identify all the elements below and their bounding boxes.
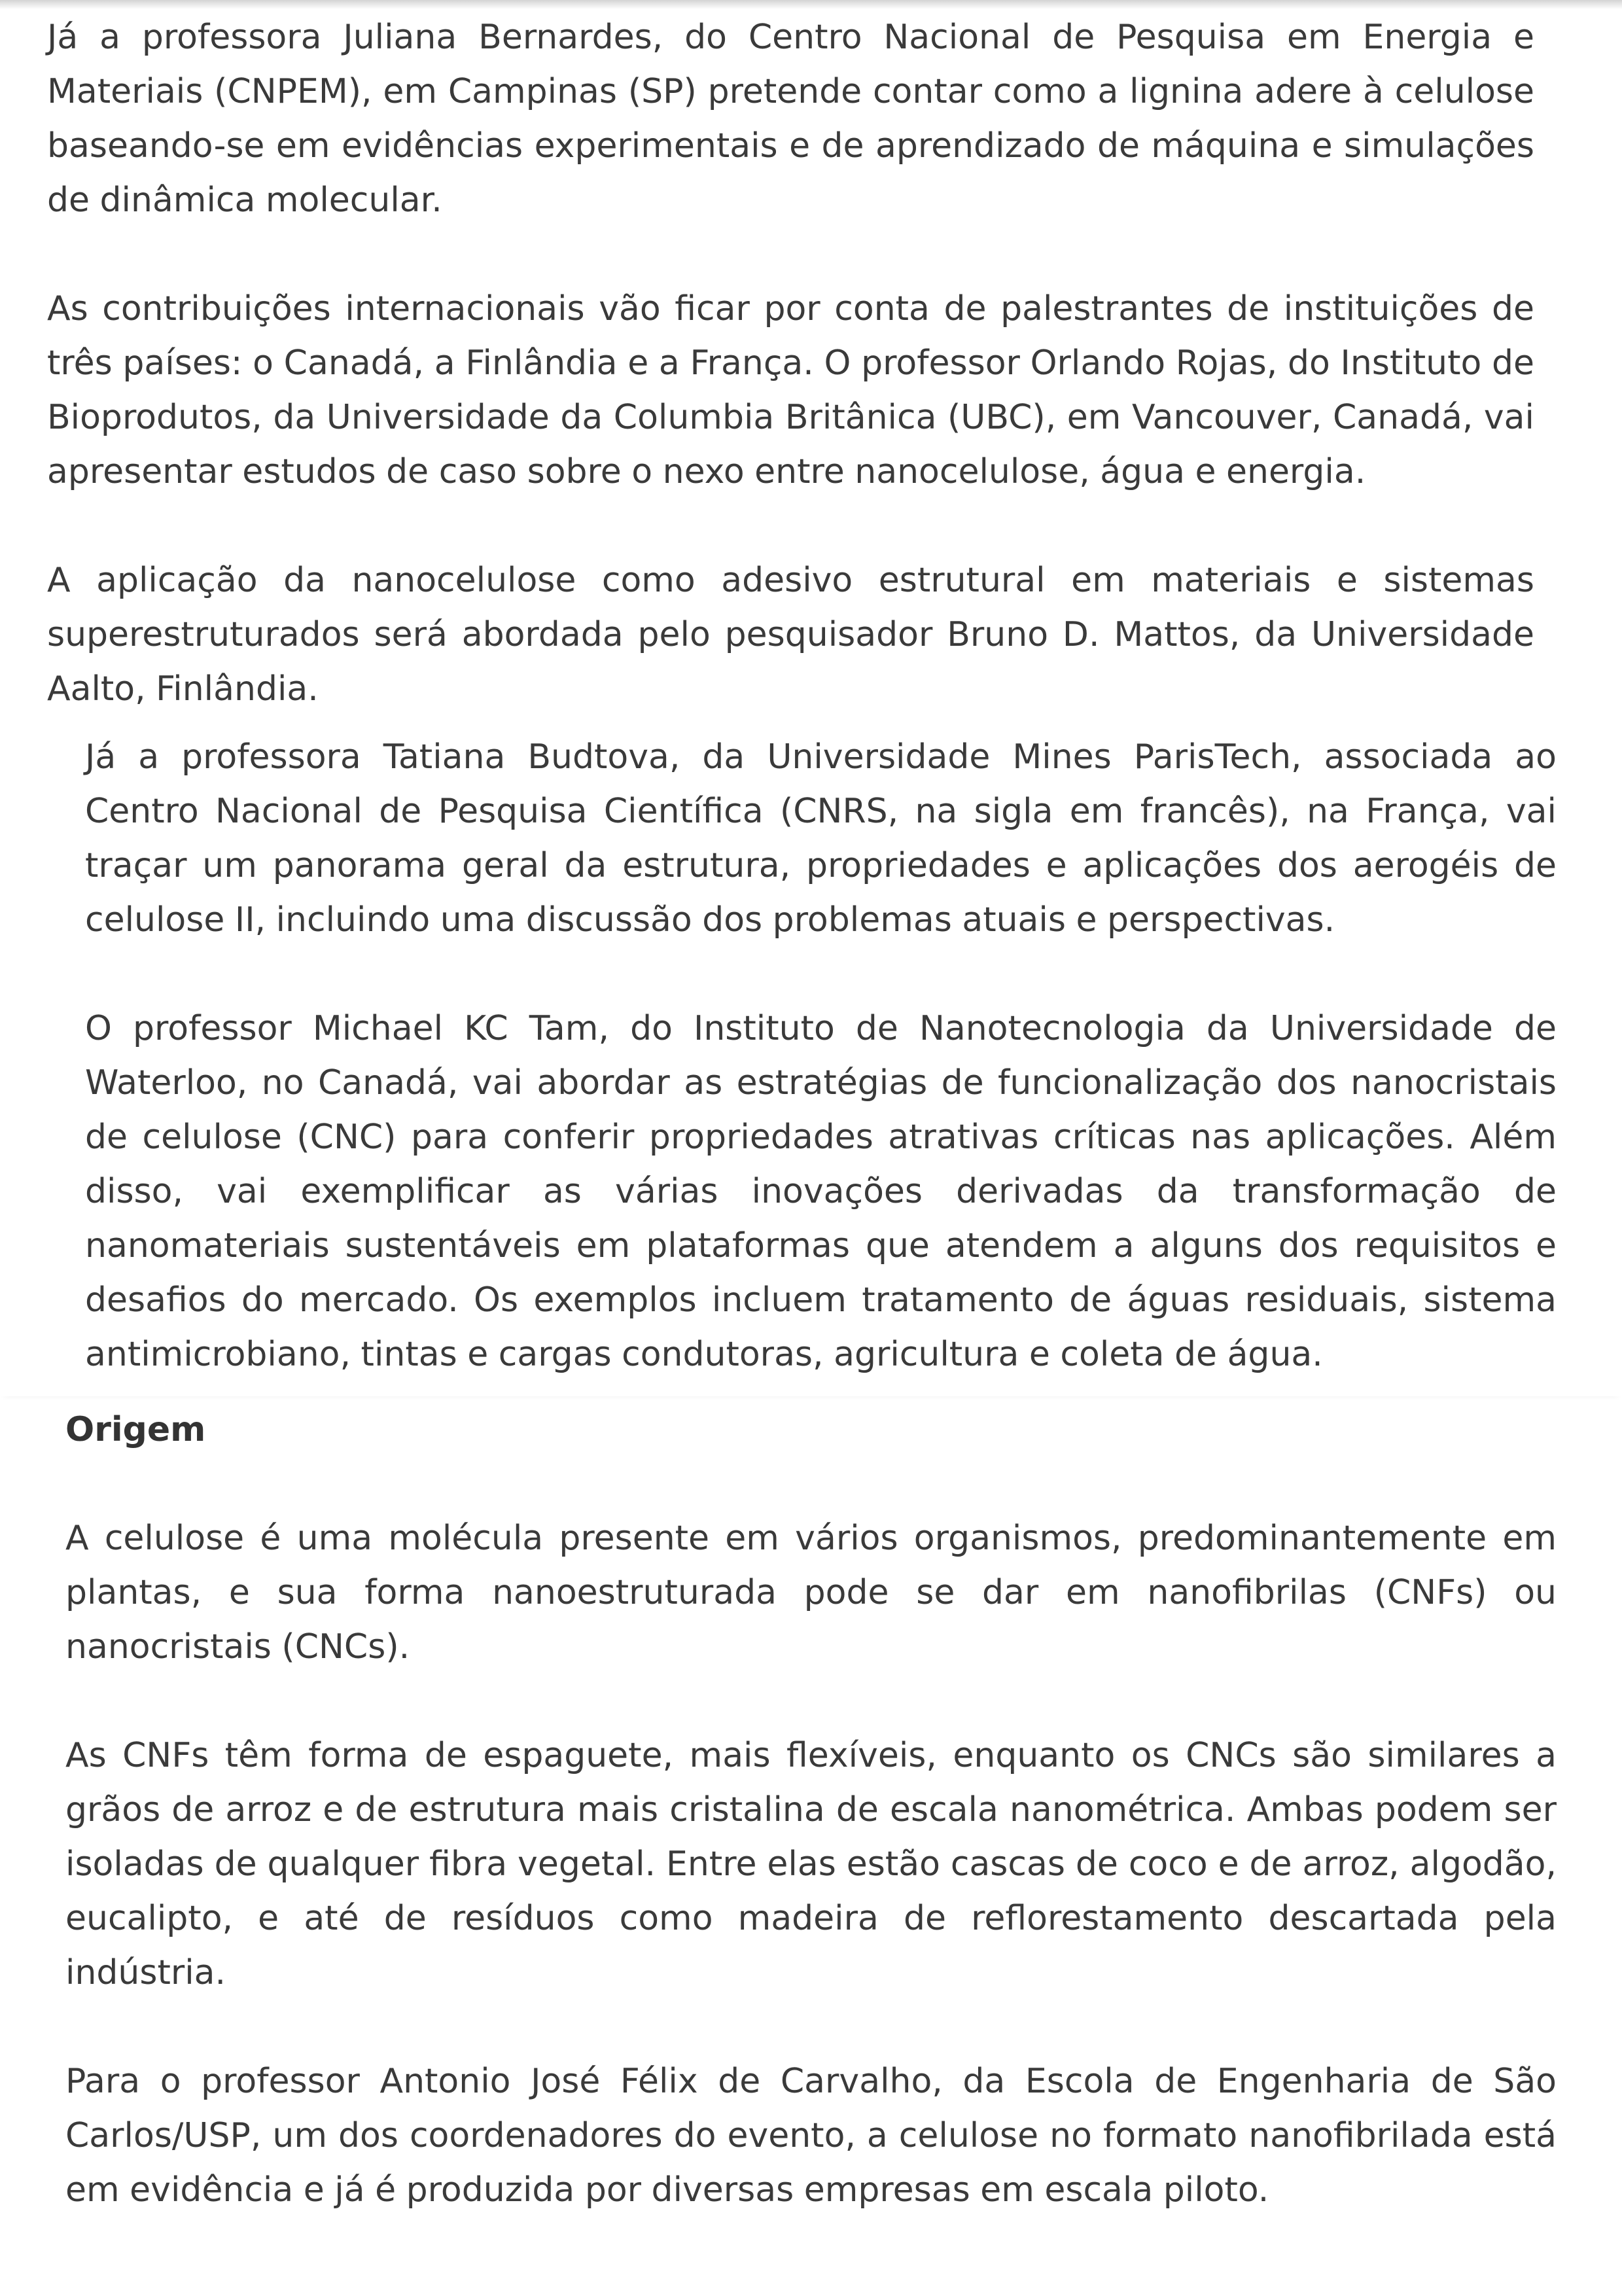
paragraph-antonio-carvalho: Para o professor Antonio José Félix de Carvalho, da Escola de Engenharia de São Carlos/USP, um dos coordenadores do evento, a celulose no formato nanofibrilada está em evidência e já é produzida por diversas empresas em escala piloto.: [65, 2062, 1557, 2210]
paragraph-michael-tam: O professor Michael KC Tam, do Instituto de Nanotecnologia da Universidade de Waterloo, no Canadá, vai abordar as estratégias de funcionalização dos nanocristais de celulose (CNC) para conferir propriedades atrativas críticas nas aplicações. Além disso, vai exemplificar as várias inovações derivadas da transformação de nanomateriais sustentáveis em plataformas que atendem a alguns dos requisitos e desafios do mercado. Os exemplos incluem tratamento de águas residuais, sistema antimicrobiano, tintas e cargas condutoras, agricultura e coleta de água.: [85, 1009, 1557, 1374]
origin-heading: Origem: [65, 1410, 206, 1449]
paragraph-cellulose-molecule: A celulose é uma molécula presente em vários organismos, predominantemente em plantas, e sua forma nanoestruturada pode se dar em nanofibrilas (CNFs) ou nanocristais (CNCs).: [65, 1519, 1557, 1667]
speakers-section: [0, 730, 1622, 1396]
paragraph-cnfs-cncs: As CNFs têm forma de espaguete, mais flexíveis, enquanto os CNCs são similares a grãos de arroz e de estrutura mais cristalina de escala nanométrica. Ambas podem ser isoladas de qualquer fibra vegetal. Entre elas estão cascas de coco e de arroz, algodão, eucalipto, e até de resíduos como madeira de reflorestamento descartada pela indústria.: [65, 1736, 1557, 1992]
paragraph-structural-adhesive: A aplicação da nanocelulose como adesivo estrutural em materiais e sistemas superestruturados será abordada pelo pesquisador Bruno D. Mattos, da Universidade Aalto, Finlândia.: [47, 561, 1534, 709]
origin-section: [0, 1403, 1622, 2217]
paragraph-international-contributions: As contribuições internacionais vão ficar por conta de palestrantes de instituições de três países: o Canadá, a Finlândia e a França. O professor Orlando Rojas, do Instituto de Bioprodutos, da Universidade da Columbia Britânica (UBC), em Vancouver, Canadá, vai apresentar estudos de caso sobre o nexo entre nanocelulose, água e energia.: [47, 289, 1534, 491]
paragraph-juliana-bernardes: Já a professora Juliana Bernardes, do Centro Nacional de Pesquisa em Energia e Materiais (CNPEM), em Campinas (SP) pretende contar como a lignina adere à celulose baseando-se em evidências experimentais e de aprendizado de máquina e simulações de dinâmica molecular.: [47, 18, 1534, 220]
paragraph-tatiana-budtova: Já a professora Tatiana Budtova, da Universidade Mines ParisTech, associada ao Centro Nacional de Pesquisa Científica (CNRS, na sigla em francês), na França, vai traçar um panorama geral da estrutura, propriedades e aplicações dos aerogéis de celulose II, incluindo uma discussão dos problemas atuais e perspectivas.: [85, 737, 1557, 940]
top-edge-shadow: [0, 0, 1622, 9]
intro-section: [0, 10, 1622, 716]
